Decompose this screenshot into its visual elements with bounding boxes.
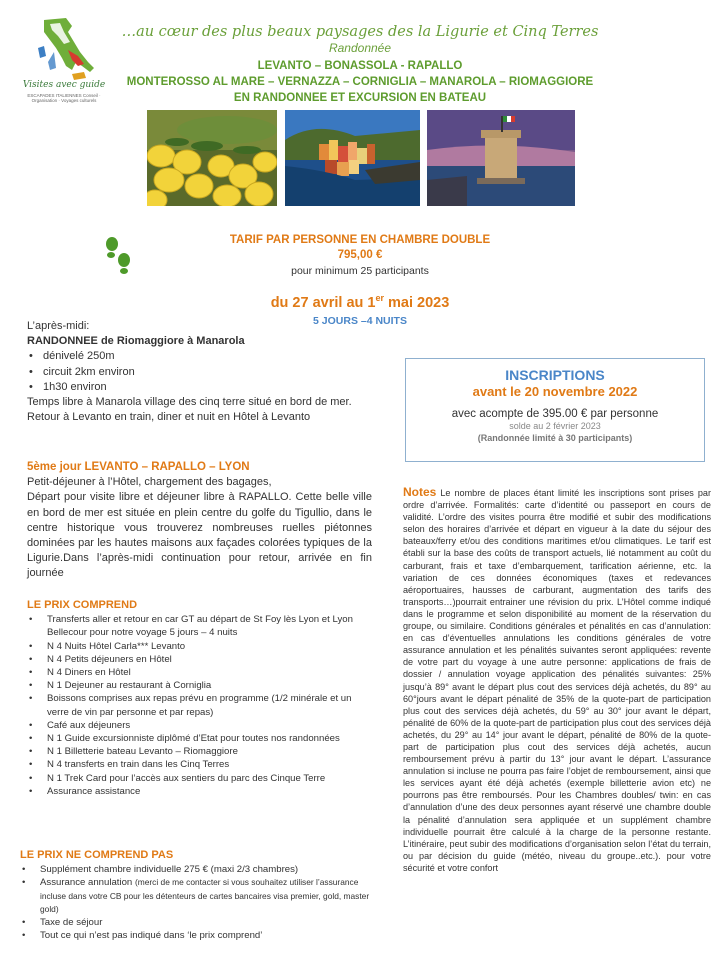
header-tagline: …au cœur des plus beaux paysages des la Ligurie et Cinq Terres [121,24,599,40]
list-item [20,876,370,916]
list-item: • N 1 Dejeuner au restaurant à Corniglia [27,679,372,692]
dates-prefix: du 27 avril au 1 [270,294,376,311]
list-item: • dénivelé 250m [27,349,372,364]
afternoon-label: L’après-midi: [27,320,90,332]
notes-section [403,486,711,874]
excluded-title: LE PRIX NE COMPREND PAS [20,849,174,861]
excluded-list [20,863,370,942]
excluded-section [20,848,370,942]
day5-breakfast: Petit-déjeuner à l’Hôtel, chargement des bagages, [27,476,272,489]
notes-text: Le nombre de places étant limité les inscriptions sont prises par ordre d’arrivée. Formalités: carte d’identité ou passeport en cours de validité. L’ordre des visites pourra être modifié et subir des modifications selon des horaires d’arrivée et départ en vigueur à la date du séjour des bateaux/ferry et/ou des conditions maritimes et/ou climatiques. Le tarif est établi sur la base des coûts de transport actuels, lié notamment au coût du carburant, frais et taxe d’embarquement, tarification aérienne, etc. la variation de ces données économiques (taxes et redevances aéroportuaires, hausses de carburant, augmentation des tarifs des transports…)pourrait entrainer une révision du prix. L’Hôtel comme indiqué dans le programme et selon disponibilité au moment de la réservation du groupe, ou similaire. Conditions générales et pénalités en cas d’annulation: en cas d’éventuelles annulations les conditions générales de votre assurance annulation et les pénalités suivantes seront appliquées: revente de votre part du voyage à une autre personne: applications de frais de dossier / annulation voyage application des pénalités suivantes: 25% jusqu’à 89° avant le départ plus cout des services déjà achetés, du 89° au 60°jours avant le départ pénalité de 35% de la quote-part de participation plus cout des services déjà achetés, du 59° au 30° jour avant le départ, pénalité de 60% de la quote-part de participation plus cout des services déjà achetés, du 29° au 14° jour avant le départ, pénalité de 80% de la quote-part de participation plus cout des services déjà achetés, aucun remboursement prévu à partir du 13° jour avant le départ. L’assurance annulation si incluse ne pourra pas faire l’objet de remboursement, ainsi que les services ayant été déjà achetés (exemple billetterie avion etc) ne pourrons pas être remboursés. Pour les Chambres doubles/ twin: en cas d’annulation d’une des deux personnes ayant réservé une chambre double la pénalité d’annulation sera appliquée et un supplément chambre individuelle pourrait être calculé à la charge de la personne restante. L’itinéraire, peut subir des modifications d’organisation selon l’état du terrain, ou par décision du guide (météo, niveau du groupe..etc.). pour votre sécurité et votre confort [403,488,711,873]
list-item: • Taxe de séjour [20,916,370,929]
list-item: • N 4 Nuits Hôtel Carla*** Levanto [27,640,372,653]
hike-details [27,349,372,395]
price-value: 795,00 € [337,249,383,261]
logo-name: Visites avec guide [22,80,106,90]
trip-dates [170,293,550,311]
included-section [27,598,372,798]
header-route-1: LEVANTO – BONASSOLA - RAPALLO [257,60,463,72]
day5-title: 5ème jour LEVANTO – RAPALLO – LYON [27,461,250,473]
hike-title: RANDONNEE de Riomaggiore à Manarola [27,335,245,348]
trip-duration: 5 JOURS –4 NUITS [313,315,407,327]
price-title: TARIF PAR PERSONNE EN CHAMBRE DOUBLE [229,234,491,246]
inscriptions-balance: solde au 2 février 2023 [509,421,601,431]
included-title: LE PRIX COMPREND [27,599,138,611]
photo-lemons [147,110,277,206]
list-item: • Tout ce qui n’est pas indiqué dans ‘le prix comprend’ [20,929,370,942]
inscriptions-title: INSCRIPTIONS [505,367,605,383]
photo-manarola [285,110,420,206]
list-item: • N 1 Trek Card pour l’accès aux sentiers du parc des Cinque Terre [27,772,372,785]
price-minimum: pour minimum 25 participants [291,265,429,277]
photo-rapallo-castle [427,110,575,206]
free-time-text: Temps libre à Manarola village des cinq terre situé en bord de mer. [27,396,352,409]
notes-title: Notes [403,485,437,499]
day5-description: Départ pour visite libre et déjeuner libre à RAPALLO. Cette belle ville en bord de mer est située en plein centre du golfe du Tigullio, dans le centre historique vous trouverez nombreuses ruelles piétonnes dominées par les hautes maisons aux façades colorées typiques de la Ligurie.Dans l’après-midi continuation pour retour, arrivée en fin journée [27,491,372,580]
header-route-2: MONTEROSSO AL MARE – VERNAZZA – CORNIGLIA – MANAROLA – RIOMAGGIORE [126,76,594,88]
header-route-3: EN RANDONNEE ET EXCURSION EN BATEAU [233,92,487,104]
logo [14,12,114,104]
list-item: • Supplément chambre individuelle 275 € (maxi 2/3 chambres) [20,863,370,876]
return-text: Retour à Levanto en train, diner et nuit en Hôtel à Levanto [27,411,311,424]
list-item: • Boissons comprises aux repas prévu en programme (1/2 minérale et un verre de vin par personne et par repas) [27,692,372,718]
dates-sup: er [375,293,384,303]
inscriptions-limit: (Randonnée limité à 30 participants) [477,433,633,443]
inscriptions-deposit: avec acompte de 395.00 € par personne [451,408,659,420]
inscriptions-deadline: avant le 20 novembre 2022 [472,384,638,399]
list-item: • Transferts aller et retour en car GT au départ de St Foy lès Lyon et Lyon Bellecour pour notre voyage 5 jours – 4 nuits [27,613,372,639]
footprints-icon [100,236,136,276]
dates-suffix: mai 2023 [383,294,450,311]
list-item: • circuit 2km environ [27,365,372,380]
list-item: • N 1 Guide excursionniste diplômé d’Etat pour toutes nos randonnées [27,732,372,745]
inscriptions-box [405,358,705,462]
list-item-note: (merci de me contacter si vous souhaitez utiliser l’assurance incluse dans votre CB pour les détenteurs de cartes bancaires visa premier, gold, master gold) [40,877,370,914]
logo-subtitle: ESCAPADES ITALIENNES Conseil · Organisation · Voyages culturels [27,93,101,103]
list-item: • Assurance assistance [27,785,372,798]
day4-section [27,319,372,425]
list-item: • N 4 transferts en train dans les Cinq Terres [27,758,372,771]
day5-section [27,460,372,582]
header-subtitle: Randonnée [328,41,392,55]
list-item: • N 4 Diners en Hôtel [27,666,372,679]
included-list [27,613,372,798]
list-item: • 1h30 environ [27,380,372,395]
list-item-label: Assurance annulation [40,877,133,889]
list-item: • Café aux déjeuners [27,719,372,732]
list-item: • N 1 Billetterie bateau Levanto – Riomaggiore [27,745,372,758]
list-item: • N 4 Petits déjeuners en Hôtel [27,653,372,666]
